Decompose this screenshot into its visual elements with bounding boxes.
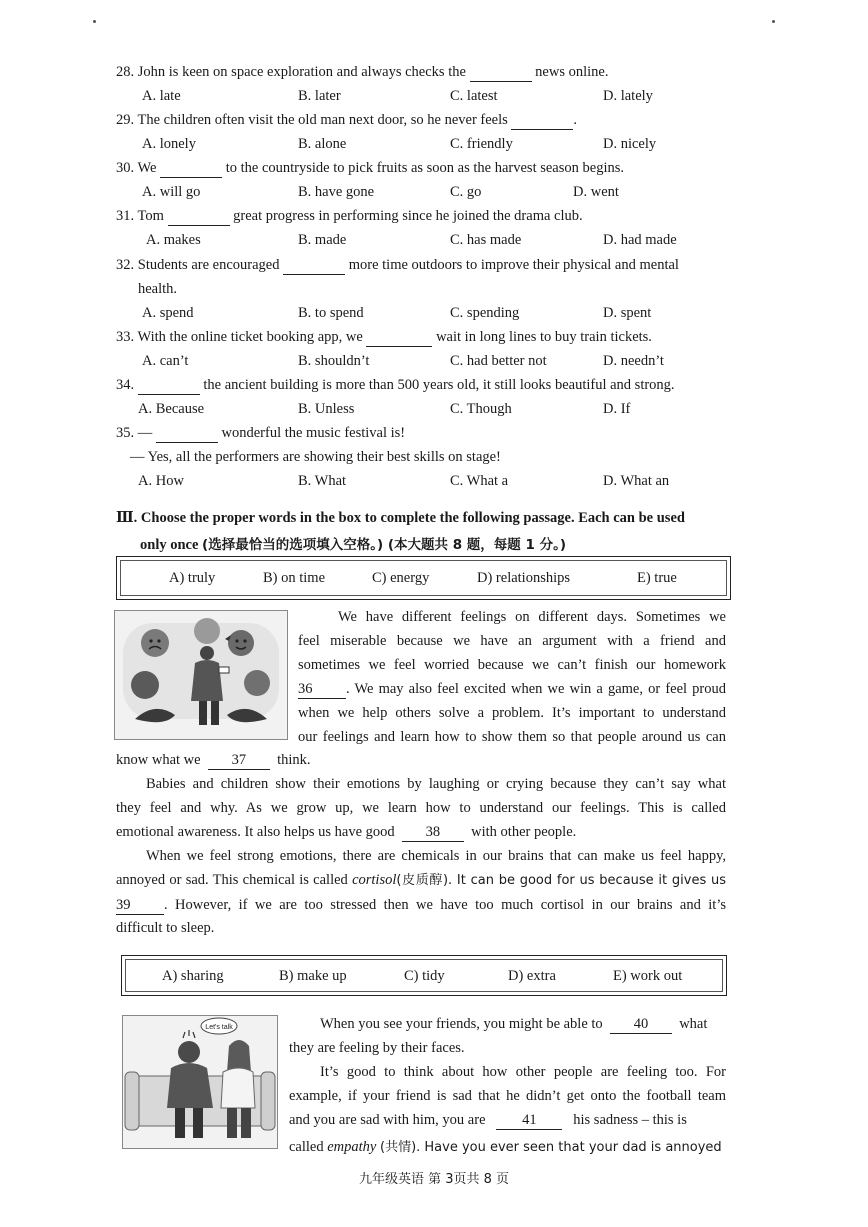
option: A. lonely [142,136,196,152]
option: A. late [142,88,181,104]
question-32: 32. Students are encouraged more time outdoors to improve their physical and mental [116,257,679,273]
option: A. makes [146,232,201,248]
passage-2-line-2: they are feeling by their faces. [289,1040,465,1056]
option: A. spend [142,305,194,321]
passage-1-para-3: When we feel strong emotions, there are chemicals in our brains that can make us feel happy, annoyed or sad. This chemical is called cortisol(皮质醇). It can be good for us because it gives us 39 . However, if we are too stressed then we have too much cortisol in our brains and it’s [116,848,727,913]
option: B. What [298,473,347,489]
section-title-line2: only once (选择最恰当的选项填入空格。) (本大题共 8 题，每题 1 分。) [140,537,566,553]
blank-41[interactable]: 41 [496,1113,562,1130]
option: B. made [298,232,347,248]
word-option: D) relationships [477,570,571,586]
answer-blank[interactable] [138,378,200,395]
question-31: 31. Tom great progress in performing since he joined the drama club. [116,208,583,224]
answer-blank[interactable] [470,65,532,82]
option: C. has made [450,232,522,248]
option: D. nicely [603,136,657,152]
blank-37[interactable]: 37 [208,753,270,770]
option: D. went [573,184,619,200]
word-box-1 [116,556,731,600]
blank-36[interactable]: 36 [298,682,346,699]
question-35-continuation: — Yes, all the performers are showing their best skills on stage! [130,449,501,465]
word-option: E) true [637,570,677,586]
answer-blank[interactable] [160,161,222,178]
answer-blank[interactable] [283,258,345,275]
emotions-illustration-art [115,611,287,739]
option: B. have gone [298,184,375,200]
scan-speck [93,20,96,23]
friends-illustration-art [123,1016,277,1148]
option: A. Because [138,401,205,417]
question-33: 33. With the online ticket booking app, we wait in long lines to buy train tickets. [116,329,652,345]
page-footer: 九年级英语 第 3页共 8 页 [358,1172,510,1187]
scan-speck [772,20,775,23]
question-34: 34. the ancient building is more than 500 years old, it still looks beautiful and strong. [116,377,675,393]
option: D. If [603,401,631,417]
word-option: D) extra [508,968,556,984]
answer-blank[interactable] [156,426,218,443]
speech-bubble-text: Let's talk [205,1024,233,1031]
passage-2-line-1: When you see your friends, you might be able to 40 what [320,1016,708,1032]
passage-2-line-5: and you are sad with him, you are 41 his sadness – this is [289,1112,687,1128]
option: D. What an [603,473,670,489]
option: B. to spend [298,305,364,321]
passage-2-line-6: called empathy (共情). Have you ever seen that your dad is annoyed [289,1139,722,1155]
blank-39[interactable]: 39 [116,898,164,915]
option: B. Unless [298,401,355,417]
passage-1-para-1: We have different feelings on different days. Sometimes we feel miserable because we have an argument with a friend and sometimes we feel worried because we can’t finish our homework 36 . We may also feel excited when we win a game, or feel proud when we help others solve a problem. It’s important to understand our feelings and learn how to show them so that people around us can [298,609,726,745]
answer-blank[interactable] [168,209,230,226]
word-option: A) truly [169,570,216,586]
option: C. go [450,184,482,200]
question-35: 35. — wonderful the music festival is! [116,425,406,441]
question-32-continuation: health. [138,281,178,297]
option: C. friendly [450,136,513,152]
option: A. will go [142,184,201,200]
blank-40[interactable]: 40 [610,1017,672,1034]
option: C. had better not [450,353,547,369]
option: D. needn’t [603,353,664,369]
emotions-illustration [114,610,288,740]
word-option: C) energy [372,570,430,586]
passage-1-para-2-line-3: emotional awareness. It also helps us have good 38 with other people. [116,824,577,840]
question-30: 30. We to the countryside to pick fruits as soon as the harvest season begins. [116,160,624,176]
option: B. later [298,88,341,104]
friends-illustration [122,1015,278,1149]
section-title: Ⅲ. Choose the proper words in the box to complete the following passage. Each can be used [116,510,685,526]
question-29: 29. The children often visit the old man next door, so he never feels . [116,112,578,128]
word-option: C) tidy [404,968,445,984]
word-option: E) work out [613,968,683,984]
passage-1-para-2: Babies and children show their emotions by laughing or crying because they can’t say what they feel and why. As we grow up, we learn how to understand our feelings. This is called [116,776,726,816]
option: D. spent [603,305,652,321]
word-option: B) make up [279,968,347,984]
word-box-2 [121,955,727,996]
word-option: B) on time [263,570,326,586]
blank-38[interactable]: 38 [402,825,464,842]
answer-blank[interactable] [366,330,432,347]
option: C. spending [450,305,520,321]
option: C. latest [450,88,498,104]
option: D. lately [603,88,653,104]
option: C. Though [450,401,512,417]
passage-1-para-3-line-4: difficult to sleep. [116,920,215,936]
answer-blank[interactable] [511,113,573,130]
option: B. alone [298,136,347,152]
option: B. shouldn’t [298,353,370,369]
question-28: 28. John is keen on space exploration and always checks the news online. [116,64,609,80]
word-option: A) sharing [162,968,224,984]
passage-2-para-2: It’s good to think about how other people are feeling too. For example, if your friend is sad that he didn’t get onto the football team [289,1064,726,1104]
option: A. How [138,473,184,489]
option: A. can’t [142,353,189,369]
option: C. What a [450,473,509,489]
option: D. had made [603,232,677,248]
passage-1-line-7: know what we 37 think. [116,752,311,768]
